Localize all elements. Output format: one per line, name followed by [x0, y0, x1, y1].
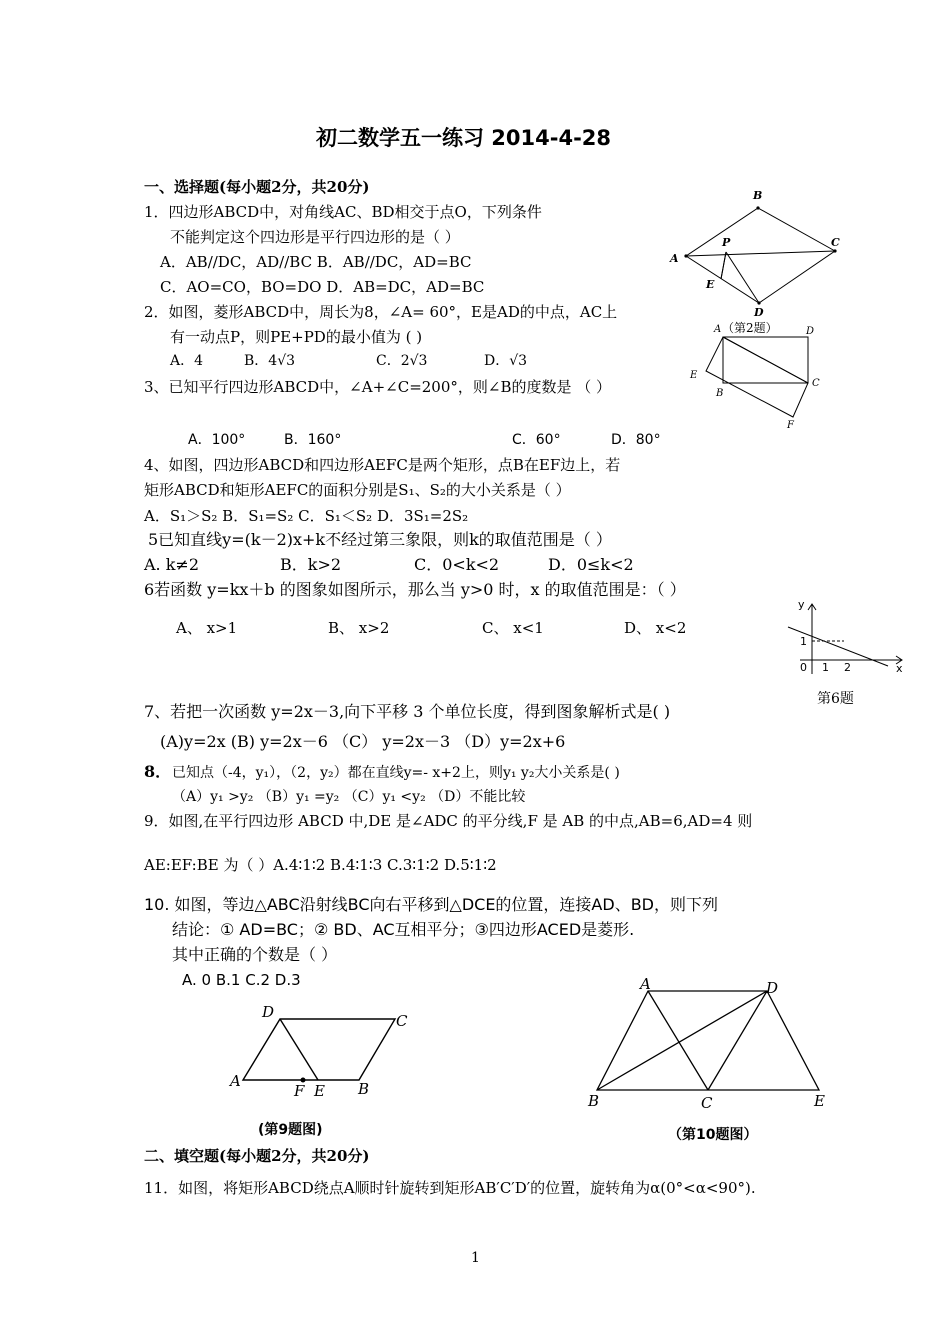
rect-label-b: B	[716, 388, 724, 399]
tri-label-e: E	[814, 1092, 825, 1110]
rhombus-label-d: D	[754, 306, 764, 319]
q2-option-c: C．2√3	[376, 353, 428, 369]
figure-rectangles-q4	[680, 322, 830, 434]
rhombus-caption: （第2题）	[722, 321, 778, 334]
para-label-e: E	[314, 1082, 325, 1100]
section-heading-choice: 一、选择题(每小题2分，共20分)	[144, 178, 370, 196]
q6-line1: 6若函数 y=kx＋b 的图象如图所示，那么当 y>0 时，x 的取值范围是：（ ）	[144, 580, 686, 599]
para-label-d: D	[262, 1003, 275, 1021]
graph-tick-x1: 1	[822, 661, 829, 674]
rect-label-c: C	[812, 378, 820, 389]
graph-tick-x2: 2	[844, 661, 851, 674]
q3-option-c: C．60°	[512, 432, 561, 448]
section-heading-fill-in: 二、填空题(每小题2分，共20分)	[144, 1147, 370, 1165]
q2-line1: 2．如图，菱形ABCD中，周长为8，∠A= 60°，E是AD的中点，AC上	[144, 303, 618, 321]
tri-label-b: B	[588, 1092, 600, 1110]
q4-line1: 4、如图，四边形ABCD和四边形AEFC是两个矩形，点B在EF边上，若	[144, 456, 621, 474]
page-number: 1	[471, 1250, 480, 1266]
para-label-a: A	[230, 1072, 241, 1090]
q8-line1: 已知点（-4，y₁），（2，y₂）都在直线y=- x+2上，则y₁ y₂大小关系是( )	[172, 765, 620, 781]
q7-line1: 7、若把一次函数 y=2x－3,向下平移 3 个单位长度，得到图象解析式是( )	[144, 702, 671, 721]
q3-line1: 3、已知平行四边形ABCD中，∠A+∠C=200°，则∠B的度数是 （ ）	[144, 378, 612, 396]
q8-options: （A）y₁ >y₂ （B）y₁ =y₂ （C）y₁ <y₂ （D）不能比较	[172, 789, 526, 805]
q6-option-d: D、 x<2	[624, 619, 687, 637]
para-label-c: C	[396, 1012, 408, 1030]
q3-option-a: A．100°	[188, 432, 246, 448]
q8-number: 8．	[144, 762, 172, 781]
graph-axis-x: x	[896, 662, 903, 675]
tri-label-a: A	[640, 975, 651, 993]
q3-option-d: D．80°	[611, 432, 661, 448]
q10-line1: 10. 如图，等边△ABC沿射线BC向右平移到△DCE的位置，连接AD、BD，则下列	[144, 895, 718, 914]
rect-label-f: F	[787, 420, 794, 431]
q10-line2: 结论：① AD=BC；② BD、AC互相平分；③四边形ACED是菱形.	[172, 920, 635, 939]
q1-options-cd: C．AO=CO，BO=DO D．AB=DC，AD=BC	[160, 278, 485, 296]
figure-line-graph-q6	[784, 594, 908, 678]
q10-line3: 其中正确的个数是（ ）	[172, 945, 338, 964]
q10-options: A. 0 B.1 C.2 D.3	[182, 971, 301, 989]
rhombus-label-a: A	[670, 252, 679, 265]
q2-option-d: D．√3	[484, 353, 528, 369]
q6-option-c: C、 x<1	[482, 619, 544, 637]
rhombus-label-c: C	[831, 236, 840, 249]
tri-label-d: D	[766, 979, 779, 997]
q5-option-c: C．0<k<2	[414, 555, 500, 574]
rhombus-label-e: E	[706, 278, 715, 291]
q5-option-a: A. k≠2	[144, 555, 200, 574]
q3-option-b: B．160°	[284, 432, 342, 448]
tri-label-c: C	[701, 1094, 713, 1112]
rect-label-d: D	[806, 326, 815, 337]
q11-line1: 11．如图，将矩形ABCD绕点A顺时针旋转到矩形AB′C′D′的位置，旋转角为α(0°<α<90°).	[144, 1179, 756, 1197]
q5-option-d: D．0≤k<2	[548, 555, 634, 574]
q9-line1: 9．如图,在平行四边形 ABCD 中,DE 是∠ADC 的平分线,F 是 AB 的中点,AB=6,AD=4 则	[144, 812, 753, 830]
graph-tick-y1: 1	[800, 635, 807, 648]
rhombus-label-b: B	[753, 189, 763, 202]
q6-option-a: A、 x>1	[176, 619, 238, 637]
q5-line1: 5已知直线y=(k－2)x+k不经过第三象限，则k的取值范围是（ ）	[148, 530, 612, 549]
page-title: 初二数学五一练习 2014-4-28	[316, 126, 612, 150]
rect-label-e: E	[690, 370, 698, 381]
graph-origin: 0	[800, 661, 807, 674]
rect-label-a: A	[714, 324, 722, 335]
q7-options: (A)y=2x (B) y=2x－6 （C） y=2x－3 （D）y=2x+6	[160, 732, 566, 751]
q2-option-b: B．4√3	[244, 353, 296, 369]
rhombus-label-p: P	[722, 236, 731, 249]
q4-options: A．S₁＞S₂ B．S₁=S₂ C．S₁＜S₂ D．3S₁=2S₂	[144, 507, 469, 525]
q5-option-b: B．k>2	[280, 555, 342, 574]
q2-line2: 有一动点P，则PE+PD的最小值为 ( )	[170, 328, 423, 346]
q4-line2: 矩形ABCD和矩形AEFC的面积分别是S₁、S₂的大小关系是（ ）	[144, 481, 571, 499]
q2-option-a: A．4	[170, 353, 204, 369]
q9-line2: AE:EF:BE 为（ ）A.4∶1∶2 B.4∶1∶3 C.3∶1∶2 D.5∶1∶2	[144, 856, 497, 874]
para-label-b: B	[358, 1080, 370, 1098]
q6-figure-caption: 第6题	[817, 691, 854, 707]
figure-triangles-q10	[582, 972, 842, 1148]
q6-option-b: B、 x>2	[328, 619, 390, 637]
figure-rhombus-q2	[664, 184, 848, 334]
graph-axis-y: y	[798, 598, 805, 611]
q1-options-ab: A．AB//DC，AD//BC B．AB//DC，AD=BC	[160, 253, 472, 271]
para-label-f: F	[294, 1082, 305, 1100]
para-caption: (第9题图)	[258, 1122, 323, 1138]
q1-line2: 不能判定这个四边形是平行四边形的是（ ）	[170, 228, 460, 246]
tri-caption: （第10题图）	[668, 1127, 758, 1143]
q1-line1: 1．四边形ABCD中，对角线AC、BD相交于点O，下列条件	[144, 203, 542, 221]
figure-parallelogram-q9	[224, 996, 424, 1142]
